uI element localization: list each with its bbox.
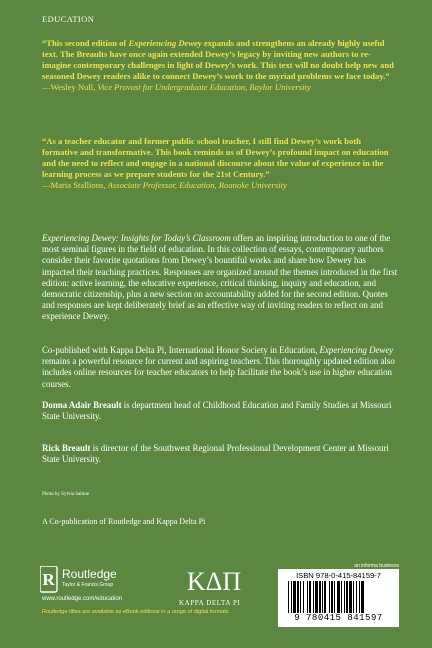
routledge-subtitle: Taylor & Francis Group — [62, 582, 114, 588]
informa-tagline: an informa business — [354, 563, 399, 569]
quote-2-attribution-title: Associate Professor, Education, Roanoke University — [107, 180, 287, 190]
routledge-url: www.routledge.com/education — [42, 596, 123, 602]
kappa-delta-pi-logo-icon — [186, 565, 242, 595]
barcode-bars — [288, 581, 389, 613]
category-label: EDUCATION — [42, 14, 95, 24]
author-2-name: Rick Breault — [42, 443, 91, 453]
endorsement-quote-1 — [42, 38, 394, 93]
kdp-logo-letters: KΔΠ — [186, 567, 242, 595]
isbn-label: ISBN 978-0-415-84159-7 — [296, 571, 381, 580]
description-text: offers an inspiring introduction to one of the most seminal figures in the field of education. In this collection of essays, contemporary authors consider their favorite quotations from Dewey’s bountiful works and share how Dewey has impacted their teaching practices. Responses are organized around the themes introduced in the first edition: active learning, the educative experience, critical thinking, inquiry and education, and democratic citizenship, plus a new section on accountability added for the second edition. Quotes and responses are kept deliberately brief as an effective way of inviting readers to reflect on and experience Dewey. — [42, 233, 398, 322]
author-1-name: Donna Adair Breault — [42, 400, 122, 410]
quote-1-attribution-title: Vice Provost for Undergraduate Education, Baylor University — [97, 82, 311, 92]
author-bio-2 — [42, 443, 398, 465]
copublished-text-start: Co-published with Kappa Delta Pi, International Honor Society in Education, — [42, 345, 320, 355]
quote-2-text: “As a teacher educator and former public school teacher, I still find Dewey’s work both formative and transformative. This book reminds us of Dewey’s profound impact on education and the need to reflect and engage in a national discourse about the value of experience in the learning process as we prepare students for the 21st Century.” — [42, 136, 389, 179]
author-2-bio: is director of the Southwest Regional Professional Development Center at Missouri State University. — [42, 443, 389, 465]
author-1-bio: is department head of Childhood Education and Family Studies at Missouri State University. — [42, 400, 392, 422]
quote-1-text-start: “This second edition of — [42, 38, 129, 48]
quote-1-attribution-name: —Wesley Null, — [42, 82, 98, 92]
ebook-note: Routledge titles are available as eBook editions in a range of digital formats — [42, 609, 229, 615]
copublished-paragraph — [42, 345, 398, 390]
quote-2-attribution-name: —Maria Stallions, — [42, 180, 108, 190]
routledge-name: Routledge — [62, 567, 117, 581]
quote-1-book-title: Experiencing Dewey — [128, 38, 202, 48]
quote-1-text-end: expands and strengthens an already highly useful text. The Breaults have once again extended Dewey’s legacy by inviting new authors to re-imagine contemporary challenges in light of Dewey’s work. This text will no doubt help new and seasoned Dewey readers alike to connect Dewey’s work to the myriad problems we face today.” — [42, 38, 394, 81]
copublication-line: A Co-publication of Routledge and Kappa Delta Pi — [42, 517, 206, 526]
barcode-digits: 9 780415 841597 — [294, 613, 383, 623]
svg-text:R: R — [42, 570, 55, 589]
endorsement-quote-2 — [42, 136, 394, 191]
copublished-book-title: Experiencing Dewey — [319, 345, 394, 355]
kappa-delta-pi-name: KAPPA DELTA PI — [179, 599, 241, 607]
copublished-text-end: remains a powerful resource for current and aspiring teachers. This thoroughly updated edition also includes online resources for teacher educators to help facilitate the book’s use in higher education courses. — [42, 356, 395, 389]
book-description — [42, 233, 398, 323]
isbn-barcode — [278, 569, 399, 627]
photo-credit: Photo by Sylvia Salmie — [42, 492, 90, 497]
author-bio-1 — [42, 400, 398, 422]
description-book-title: Experiencing Dewey: Insights for Today’s Classroom — [42, 233, 231, 243]
